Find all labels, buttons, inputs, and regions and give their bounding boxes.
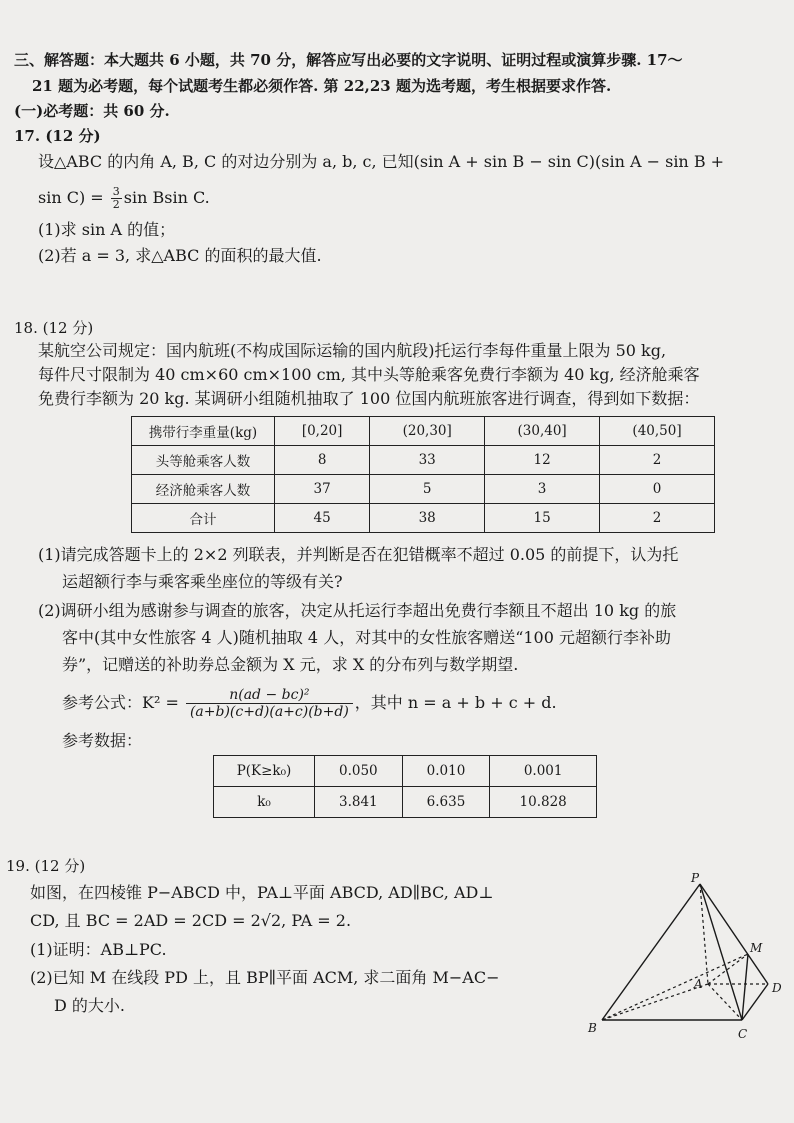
section-intro-line2: 21 题为必考题，每个试题考生都必须作答. 第 22,23 题为选考题，考生根据要求作答. [32,77,612,95]
q17-part1: (1)求 sin A 的值； [38,220,176,239]
q18-part2-line3: 券”，记赠送的补助券总金额为 X 元，求 X 的分布列与数学期望. [62,655,519,674]
table-header-cell: (30,40] [485,417,600,446]
table-cell: 2 [600,504,715,533]
table-cell: 合计 [132,504,275,533]
formula-denominator: (a+b)(c+d)(a+c)(b+d) [189,704,349,720]
table-cell: 3.841 [315,787,403,818]
table-cell: 37 [275,475,370,504]
table-row [214,756,597,787]
vertex-label-D: D [772,981,782,995]
table-cell: P(K≥k₀) [214,756,315,787]
luggage-data-table [131,416,715,533]
pyramid-figure [580,870,790,1050]
table-cell: 5 [370,475,485,504]
table-cell: 3 [485,475,600,504]
q18-stem-line1: 某航空公司规定：国内航班(不构成国际运输的国内航段)托运行李每件重量上限为 50 kg, [38,341,667,360]
table-cell: 8 [275,446,370,475]
q18-stem-line2: 每件尺寸限制为 40 cm×60 cm×100 cm, 其中头等舱乘客免费行李额为 40 kg, 经济舱乘客 [38,365,700,384]
edge-AB [602,984,708,1020]
table-cell: 10.828 [490,787,597,818]
q19-stem-line1: 如图，在四棱锥 P−ABCD 中，PA⊥平面 ABCD, AD∥BC, AD⊥ [30,883,494,902]
formula-tail: ，其中 n = a + b + c + d. [354,693,557,712]
vertex-label-M: M [750,941,763,955]
reference-data-label: 参考数据： [62,731,143,750]
q18-part1-line1: (1)请完成答题卡上的 2×2 列联表，并判断是否在犯错概率不超过 0.05 的前提下，认为托 [38,545,679,564]
q19-part1: (1)证明：AB⊥PC. [30,940,167,959]
q18-part1-line2: 运超额行李与乘客乘坐座位的等级有关? [62,572,343,591]
segment-BM [602,954,748,1020]
q19-part2-line2: D 的大小. [54,996,126,1015]
table-cell: 0 [600,475,715,504]
table-header-cell: (40,50] [600,417,715,446]
table-header-cell: 携带行李重量(kg) [132,417,275,446]
segment-AM [708,954,748,984]
q17-stem-line1: 设△ABC 的内角 A, B, C 的对边分别为 a, b, c, 已知(sin A + sin B − sin C)(sin A − sin B + [38,152,725,171]
formula-fraction [186,687,353,720]
q17-fraction-num: 3 [112,185,120,198]
vertex-label-A: A [694,977,703,991]
section-subtitle: (一)必考题：共 60 分. [14,102,170,120]
section-intro-line1: 三、解答题：本大题共 6 小题，共 70 分，解答应写出必要的文字说明、证明过程或演算步骤. 17～ [14,51,683,69]
table-cell: 0.010 [402,756,490,787]
q17-fraction [111,186,122,211]
edge-PB [602,884,700,1020]
table-cell: 经济舱乘客人数 [132,475,275,504]
q17-part2: (2)若 a = 3, 求△ABC 的面积的最大值. [38,246,322,265]
q18-stem-line3: 免费行李额为 20 kg. 某调研小组随机抽取了 100 位国内航班旅客进行调查，得到如下数据： [38,389,700,408]
q19-stem-line2: CD, 且 BC = 2AD = 2CD = 2√2, PA = 2. [30,911,352,930]
q17-fraction-den: 2 [112,198,120,211]
q18-part2-line1: (2)调研小组为感谢参与调查的旅客，决定从托运行李超出免费行李额且不超出 10 kg 的旅 [38,601,677,620]
table-cell: 2 [600,446,715,475]
table-cell: 33 [370,446,485,475]
q19-heading: 19. (12 分) [6,857,86,875]
table-row [132,446,715,475]
vertex-label-B: B [588,1021,597,1035]
table-cell: 0.050 [315,756,403,787]
q17-stem-line2-start: sin C) = [38,188,109,207]
q17-heading: 17. (12 分) [14,127,101,145]
table-cell: k₀ [214,787,315,818]
table-cell: 12 [485,446,600,475]
table-cell: 0.001 [490,756,597,787]
table-cell: 15 [485,504,600,533]
formula-line [62,683,557,723]
formula-label: 参考公式：K² = [62,693,184,712]
table-cell: 45 [275,504,370,533]
q17-stem-line2 [38,180,210,216]
table-row [214,787,597,818]
table-header-cell: (20,30] [370,417,485,446]
table-header-row [132,417,715,446]
table-cell: 38 [370,504,485,533]
table-cell: 6.635 [402,787,490,818]
table-row [132,504,715,533]
table-cell: 头等舱乘客人数 [132,446,275,475]
q19-part2-line1: (2)已知 M 在线段 PD 上，且 BP∥平面 ACM, 求二面角 M−AC− [30,968,500,987]
reference-data-table [213,755,597,818]
table-row [132,475,715,504]
vertex-label-P: P [691,871,700,885]
edge-PC [700,884,742,1020]
formula-numerator: n(ad − bc)² [186,687,353,704]
q17-stem-line2-end: sin Bsin C. [123,188,210,207]
edge-PD [700,884,768,984]
table-header-cell: [0,20] [275,417,370,446]
q18-heading: 18. (12 分) [14,319,94,337]
q18-part2-line2: 客中(其中女性旅客 4 人)随机抽取 4 人，对其中的女性旅客赠送“100 元超额行李补助 [62,628,671,647]
segment-CM [742,954,748,1020]
vertex-label-C: C [738,1027,748,1041]
edge-CD [742,984,768,1020]
